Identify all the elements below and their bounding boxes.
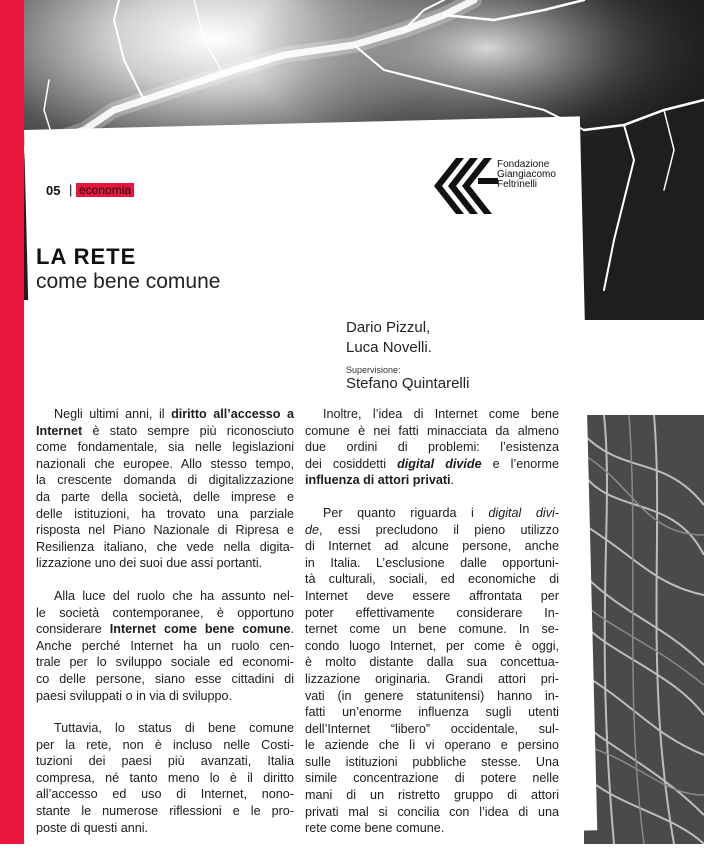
section-separator: | — [69, 182, 73, 197]
paragraph — [305, 406, 559, 489]
text-line: dei cosiddetti digital divide e l’enorme — [305, 456, 559, 471]
section-label: economia — [76, 183, 134, 197]
text-line: Negli ultimi anni, il diritto all’accesso a — [54, 407, 294, 421]
text-line: tà culturali, sociali, ed economiche di — [305, 572, 559, 587]
text-line: lizzazione originaria. Grandi attori pri- — [305, 671, 559, 686]
text-line: trale per lo sviluppo sociale ed economi- — [36, 655, 294, 670]
cables-photo — [584, 415, 704, 844]
text-line: due ordini di problemi: l’esistenza — [305, 440, 559, 455]
text-line: influenza di attori privati. — [305, 473, 455, 488]
author-name: Dario Pizzul, — [346, 319, 431, 336]
text-line: mani di un ristretto gruppo di attori — [305, 788, 559, 803]
text-line: nazionali che europee. Allo stesso tempo, — [36, 456, 294, 471]
text-line: come fondamentale, sia nelle legislazioni — [36, 440, 294, 455]
text-line: sulle istituzioni pubbliche stesse. Una — [305, 754, 559, 769]
text-line: fatti un’enorme influenza sugli utenti — [305, 705, 559, 720]
author-name: Luca Novelli. — [346, 339, 432, 356]
text-line: simile concentrazione di potere nelle — [305, 771, 559, 786]
text-line: di Internet ad alcune persone, anche — [305, 539, 559, 554]
text-line: comune è nei fatti minacciata da almeno — [305, 423, 559, 438]
text-line: all’accesso ed uso di Internet, nono- — [36, 787, 294, 802]
article-title: LA RETE — [36, 244, 137, 269]
text-line: considerare Internet come bene comune. — [36, 622, 294, 637]
text-line: condo luogo Internet, per come è oggi, — [305, 638, 559, 653]
text-line: poter effettivamente considerare In- — [305, 605, 559, 620]
foundation-line: Giangiacomo — [497, 169, 556, 180]
text-column-left — [36, 406, 294, 852]
text-line: la crescente domanda di digitalizzazione — [36, 473, 294, 488]
text-line: Anche perché Internet ha un ruolo cen- — [36, 638, 294, 653]
text-line: Alla luce del ruolo che ha assunto nel- — [54, 588, 294, 603]
foundation-line: Feltrinelli — [497, 179, 538, 190]
text-line: per la rete, non è incluso nelle Costi- — [36, 737, 294, 752]
authors — [346, 318, 432, 358]
text-line: ternet come un bene comune. In se- — [305, 622, 559, 637]
text-line: stante le numerose riflessioni e le pro- — [36, 804, 294, 819]
text-line: paesi sviluppati o in via di sviluppo. — [36, 688, 233, 703]
paragraph — [36, 720, 294, 836]
text-line: poste di questi anni. — [36, 820, 149, 835]
feltrinelli-logo-icon — [434, 158, 498, 214]
text-line: è molto distante dalla sua concettua- — [305, 655, 559, 670]
accent-bar — [0, 0, 24, 844]
text-line: Tuttavia, lo status di bene comune — [54, 721, 294, 736]
text-line: Per quanto riguarda i digital divi- — [323, 505, 559, 520]
text-line: lizzazione uno dei suoi due assi portanti. — [36, 556, 263, 571]
text-line: co delle persone, siano esse cittadini di — [36, 671, 294, 686]
text-line: compresa, né tanto meno lo è il diritto — [36, 770, 294, 785]
text-line: Inoltre, l’idea di Internet come bene — [323, 407, 559, 421]
text-line: Internet è stato sempre più riconosciuto — [36, 423, 294, 438]
text-line: le aziende che lì vi operano e persino — [305, 738, 559, 753]
text-line: risposta nel Piano Nazionale di Ripresa e — [36, 523, 294, 538]
text-line: in Italia. L’esclusione dalle opportuni- — [305, 555, 559, 570]
foundation-name — [497, 160, 556, 190]
supervision-label: Supervisione: — [346, 365, 401, 375]
text-column-right — [305, 406, 559, 853]
text-line: Internet deve essere affrontata per — [305, 588, 559, 603]
paragraph — [36, 588, 294, 704]
text-line: de, essi precludono il pieno utilizzo — [305, 522, 559, 537]
text-line: dell’Internet “libero” occidentale, sul- — [305, 721, 559, 736]
text-line: tuzioni dei paesi più avanzati, Italia — [36, 754, 294, 769]
text-line: le società contemporanee, è opportuno — [36, 605, 294, 620]
article-subtitle: come bene comune — [36, 270, 221, 293]
section-number: 05 — [46, 183, 61, 198]
paragraph — [305, 505, 559, 837]
foundation-line: Fondazione — [497, 159, 550, 170]
text-line: Resilienza italiano, che vede nella digita- — [36, 539, 294, 554]
text-line: privati mal si concilia con l’idea di una — [305, 804, 559, 819]
text-line: da parte della società, delle imprese e — [36, 489, 294, 504]
text-line: delle istituzioni, ha trovato una parziale — [36, 506, 294, 521]
paragraph — [36, 406, 294, 572]
supervisor-name: Stefano Quintarelli — [346, 375, 470, 392]
text-line: rete come bene comune. — [305, 821, 445, 836]
text-line: vati (in genere statunitensi) hanno in- — [305, 688, 559, 703]
